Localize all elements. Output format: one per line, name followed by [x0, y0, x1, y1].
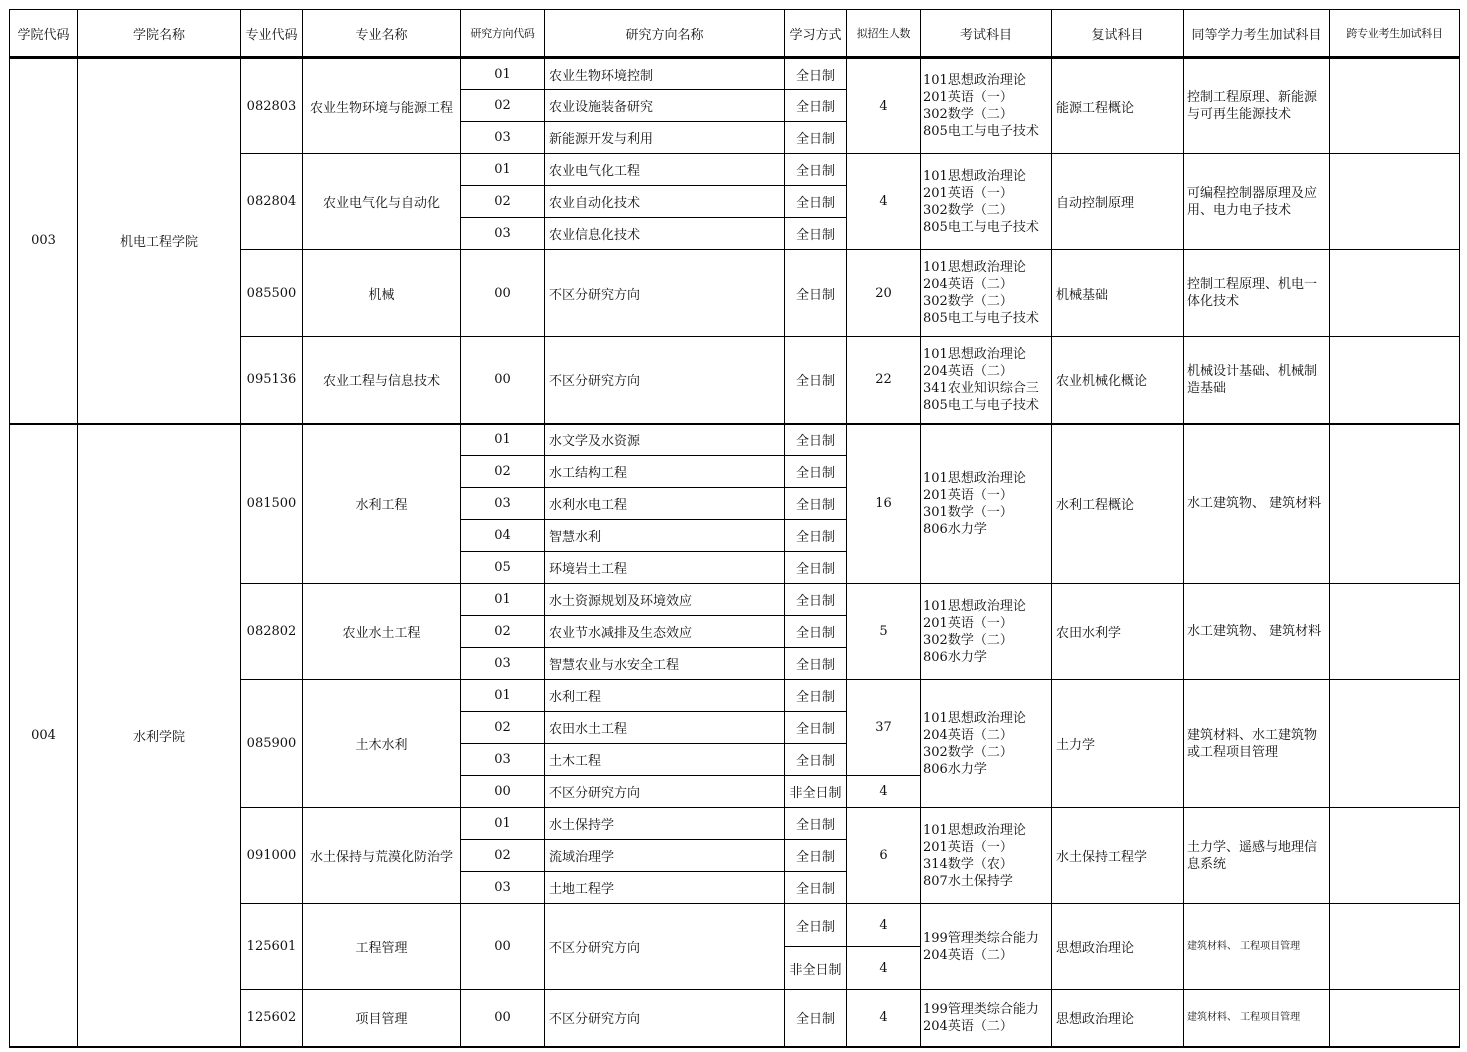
study-mode: 全日制 — [785, 712, 847, 744]
exam-subjects: 101思想政治理论 201英语（一） 302数学（二） 806水力学 — [921, 584, 1052, 680]
retest-subject: 能源工程概论 — [1052, 58, 1184, 154]
retest-subject: 农田水利学 — [1052, 584, 1184, 680]
cross-major-extra — [1330, 154, 1460, 250]
major-code: 125601 — [241, 904, 303, 990]
study-mode: 全日制 — [785, 584, 847, 616]
direction-code: 02 — [461, 186, 545, 218]
retest-subject: 机械基础 — [1052, 250, 1184, 337]
study-mode: 全日制 — [785, 90, 847, 122]
college-code: 003 — [10, 58, 78, 424]
major-code: 091000 — [241, 808, 303, 904]
direction-code: 05 — [461, 552, 545, 584]
direction-name: 新能源开发与利用 — [545, 122, 785, 154]
direction-code: 03 — [461, 218, 545, 250]
study-mode: 全日制 — [785, 904, 847, 947]
study-mode: 全日制 — [785, 424, 847, 456]
major-name: 水利工程 — [303, 424, 461, 584]
major-name: 农业水土工程 — [303, 584, 461, 680]
direction-code: 03 — [461, 744, 545, 776]
header-major-name: 专业名称 — [303, 10, 461, 58]
cross-major-extra — [1330, 680, 1460, 808]
direction-name: 农业生物环境控制 — [545, 58, 785, 90]
major-code: 082802 — [241, 584, 303, 680]
direction-name: 不区分研究方向 — [545, 776, 785, 808]
study-mode: 全日制 — [785, 250, 847, 337]
enrollment-count: 5 — [847, 584, 921, 680]
equivalent-extra: 机械设计基础、机械制造基础 — [1184, 337, 1330, 424]
table-row — [10, 58, 1460, 90]
enrollment-count: 4 — [847, 58, 921, 154]
header-retest-subject: 复试科目 — [1052, 10, 1184, 58]
study-mode: 全日制 — [785, 680, 847, 712]
direction-code: 03 — [461, 488, 545, 520]
direction-name: 水利工程 — [545, 680, 785, 712]
study-mode: 全日制 — [785, 58, 847, 90]
header-college-code: 学院代码 — [10, 10, 78, 58]
study-mode: 全日制 — [785, 488, 847, 520]
study-mode: 全日制 — [785, 808, 847, 840]
enrollment-count: 4 — [847, 154, 921, 250]
study-mode: 全日制 — [785, 872, 847, 904]
exam-subjects: 101思想政治理论 204英语（二） 302数学（二） 806水力学 — [921, 680, 1052, 808]
header-enrollment: 拟招生人数 — [847, 10, 921, 58]
header-direction-name: 研究方向名称 — [545, 10, 785, 58]
direction-name: 不区分研究方向 — [545, 990, 785, 1047]
exam-subjects: 101思想政治理论 204英语（二） 341农业知识综合三 805电工与电子技术 — [921, 337, 1052, 424]
direction-name: 智慧农业与水安全工程 — [545, 648, 785, 680]
cross-major-extra — [1330, 58, 1460, 154]
cross-major-extra — [1330, 337, 1460, 424]
study-mode: 全日制 — [785, 456, 847, 488]
major-name: 农业生物环境与能源工程 — [303, 58, 461, 154]
study-mode: 全日制 — [785, 840, 847, 872]
direction-code: 00 — [461, 904, 545, 990]
study-mode: 非全日制 — [785, 947, 847, 990]
study-mode: 全日制 — [785, 616, 847, 648]
direction-code: 01 — [461, 680, 545, 712]
enrollment-count: 6 — [847, 808, 921, 904]
study-mode: 全日制 — [785, 990, 847, 1047]
direction-name: 农业节水减排及生态效应 — [545, 616, 785, 648]
major-name: 农业电气化与自动化 — [303, 154, 461, 250]
study-mode: 全日制 — [785, 337, 847, 424]
major-code: 081500 — [241, 424, 303, 584]
direction-name: 水利水电工程 — [545, 488, 785, 520]
major-code: 085900 — [241, 680, 303, 808]
direction-code: 01 — [461, 58, 545, 90]
major-code: 082803 — [241, 58, 303, 154]
direction-code: 01 — [461, 424, 545, 456]
enrollment-count: 16 — [847, 424, 921, 584]
direction-name: 智慧水利 — [545, 520, 785, 552]
direction-name: 农业设施装备研究 — [545, 90, 785, 122]
direction-name: 农业信息化技术 — [545, 218, 785, 250]
major-code: 085500 — [241, 250, 303, 337]
exam-subjects: 199管理类综合能力 204英语（二） — [921, 904, 1052, 990]
cross-major-extra — [1330, 584, 1460, 680]
study-mode: 非全日制 — [785, 776, 847, 808]
enrollment-count: 4 — [847, 776, 921, 808]
direction-name: 水工结构工程 — [545, 456, 785, 488]
enrollment-count: 37 — [847, 680, 921, 776]
major-name: 项目管理 — [303, 990, 461, 1047]
direction-name: 环境岩土工程 — [545, 552, 785, 584]
direction-code: 03 — [461, 872, 545, 904]
direction-code: 01 — [461, 584, 545, 616]
direction-name: 农业自动化技术 — [545, 186, 785, 218]
direction-name: 农田水土工程 — [545, 712, 785, 744]
equivalent-extra: 水工建筑物、 建筑材料 — [1184, 424, 1330, 584]
direction-code: 03 — [461, 648, 545, 680]
header-college-name: 学院名称 — [78, 10, 241, 58]
exam-subjects: 101思想政治理论 201英语（一） 314数学（农） 807水土保持学 — [921, 808, 1052, 904]
enrollment-count: 4 — [847, 947, 921, 990]
retest-subject: 自动控制原理 — [1052, 154, 1184, 250]
major-code: 082804 — [241, 154, 303, 250]
direction-code: 03 — [461, 122, 545, 154]
college-code: 004 — [10, 424, 78, 1047]
direction-code: 00 — [461, 337, 545, 424]
header-row — [10, 10, 1460, 58]
exam-subjects: 199管理类综合能力 204英语（二） — [921, 990, 1052, 1047]
equivalent-extra: 控制工程原理、机电一体化技术 — [1184, 250, 1330, 337]
retest-subject: 水利工程概论 — [1052, 424, 1184, 584]
retest-subject: 思想政治理论 — [1052, 990, 1184, 1047]
cross-major-extra — [1330, 250, 1460, 337]
equivalent-extra: 建筑材料、水工建筑物或工程项目管理 — [1184, 680, 1330, 808]
direction-code: 00 — [461, 776, 545, 808]
cross-major-extra — [1330, 424, 1460, 584]
retest-subject: 土力学 — [1052, 680, 1184, 808]
major-name: 农业工程与信息技术 — [303, 337, 461, 424]
study-mode: 全日制 — [785, 154, 847, 186]
exam-subjects: 101思想政治理论 201英语（一） 301数学（一） 806水力学 — [921, 424, 1052, 584]
header-cross-major-extra: 跨专业考生加试科目 — [1330, 10, 1460, 58]
major-name: 水土保持与荒漠化防治学 — [303, 808, 461, 904]
college-name: 水利学院 — [78, 424, 241, 1047]
direction-name: 土地工程学 — [545, 872, 785, 904]
exam-subjects: 101思想政治理论 201英语（一） 302数学（二） 805电工与电子技术 — [921, 58, 1052, 154]
exam-subjects: 101思想政治理论 204英语（二） 302数学（二） 805电工与电子技术 — [921, 250, 1052, 337]
direction-code: 02 — [461, 712, 545, 744]
direction-code: 00 — [461, 990, 545, 1047]
major-name: 机械 — [303, 250, 461, 337]
equivalent-extra: 土力学、遥感与地理信息系统 — [1184, 808, 1330, 904]
enrollment-count: 20 — [847, 250, 921, 337]
retest-subject: 农业机械化概论 — [1052, 337, 1184, 424]
direction-name: 土木工程 — [545, 744, 785, 776]
study-mode: 全日制 — [785, 122, 847, 154]
retest-subject: 水土保持工程学 — [1052, 808, 1184, 904]
major-name: 工程管理 — [303, 904, 461, 990]
college-name: 机电工程学院 — [78, 58, 241, 424]
direction-name: 不区分研究方向 — [545, 250, 785, 337]
direction-code: 02 — [461, 90, 545, 122]
study-mode: 全日制 — [785, 186, 847, 218]
direction-code: 00 — [461, 250, 545, 337]
study-mode: 全日制 — [785, 744, 847, 776]
enrollment-count: 22 — [847, 337, 921, 424]
direction-code: 02 — [461, 456, 545, 488]
enrollment-count: 4 — [847, 990, 921, 1047]
major-code: 125602 — [241, 990, 303, 1047]
enrollment-table — [9, 9, 1460, 1048]
direction-name: 水土保持学 — [545, 808, 785, 840]
equivalent-extra: 建筑材料、 工程项目管理 — [1184, 904, 1330, 990]
enrollment-count: 4 — [847, 904, 921, 947]
study-mode: 全日制 — [785, 648, 847, 680]
cross-major-extra — [1330, 808, 1460, 904]
header-study-mode: 学习方式 — [785, 10, 847, 58]
direction-name: 不区分研究方向 — [545, 337, 785, 424]
header-exam-subjects: 考试科目 — [921, 10, 1052, 58]
header-major-code: 专业代码 — [241, 10, 303, 58]
direction-code: 02 — [461, 840, 545, 872]
direction-name: 流域治理学 — [545, 840, 785, 872]
study-mode: 全日制 — [785, 552, 847, 584]
direction-name: 不区分研究方向 — [545, 904, 785, 990]
direction-code: 04 — [461, 520, 545, 552]
cross-major-extra — [1330, 904, 1460, 990]
retest-subject: 思想政治理论 — [1052, 904, 1184, 990]
equivalent-extra: 建筑材料、 工程项目管理 — [1184, 990, 1330, 1047]
study-mode: 全日制 — [785, 218, 847, 250]
cross-major-extra — [1330, 990, 1460, 1047]
direction-code: 02 — [461, 616, 545, 648]
table-row — [10, 424, 1460, 456]
major-code: 095136 — [241, 337, 303, 424]
equivalent-extra: 水工建筑物、 建筑材料 — [1184, 584, 1330, 680]
direction-code: 01 — [461, 808, 545, 840]
header-direction-code: 研究方向代码 — [461, 10, 545, 58]
equivalent-extra: 可编程控制器原理及应用、电力电子技术 — [1184, 154, 1330, 250]
exam-subjects: 101思想政治理论 201英语（一） 302数学（二） 805电工与电子技术 — [921, 154, 1052, 250]
study-mode: 全日制 — [785, 520, 847, 552]
direction-code: 01 — [461, 154, 545, 186]
major-name: 土木水利 — [303, 680, 461, 808]
header-equivalent-extra: 同等学力考生加试科目 — [1184, 10, 1330, 58]
direction-name: 水土资源规划及环境效应 — [545, 584, 785, 616]
direction-name: 农业电气化工程 — [545, 154, 785, 186]
direction-name: 水文学及水资源 — [545, 424, 785, 456]
equivalent-extra: 控制工程原理、新能源与可再生能源技术 — [1184, 58, 1330, 154]
